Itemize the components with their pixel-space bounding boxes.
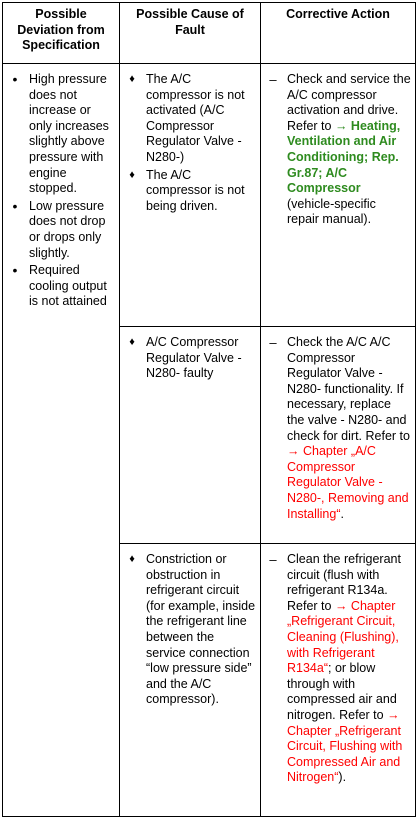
chapter-link-compressed-air[interactable]: → Chapter „Refrigerant Circuit, Flushing with Compressed Air and Nitrogen“: [287, 707, 403, 785]
table-row: [3, 64, 416, 327]
dash-marker: –: [269, 335, 277, 350]
bullet-dot-icon: •: [12, 197, 18, 214]
action-cell: [261, 544, 416, 817]
bullet-dot-icon: •: [12, 262, 18, 279]
deviation-cell: [3, 64, 120, 817]
list-item: – Check the A/C A/C Compressor Regulator Valve - N280- functionality. If necessary, replace the valve - N280- and check for dirt. Refer to → Chapter „A/C Compressor Regulator Valve - N280-, Removing and Installing“.: [261, 335, 411, 522]
deviation-list: [3, 72, 115, 310]
cause-cell: [120, 544, 261, 817]
cause-cell: [120, 64, 261, 327]
chapter-link-regulator-valve[interactable]: → Chapter „A/C Compressor Regulator Valve - N280-, Removing and Installing“: [287, 444, 409, 521]
list-item: – Check and service the A/C compressor activation and drive. Refer to → Heating, Ventilation and Air Conditioning; Rep. Gr.87; A/C Compressor (vehicle-specific repair manual).: [261, 72, 411, 228]
list-item: – Clean the refrigerant circuit (flush with refrigerant R134a. Refer to → Chapter „Refrigerant Circuit, Cleaning (Flushing), with Refrigerant R134a“; or blow through with compressed air and nitrogen. Refer to → Chapter „Refrigerant Circuit, Flushing with Compressed Air and Nitrogen“).: [261, 552, 411, 786]
cause-cell: [120, 327, 261, 544]
header-cause: Possible Cause of Fault: [120, 3, 261, 64]
diagnosis-table: [2, 2, 416, 817]
header-row: [3, 3, 416, 64]
list-item: ♦ The A/C compressor is not activated (A/C Compressor Regulator Valve - N280-): [120, 72, 256, 166]
list-item: ♦ The A/C compressor is not being driven.: [120, 168, 256, 215]
bullet-diamond-icon: ♦: [129, 336, 135, 348]
header-action: Corrective Action: [261, 3, 416, 64]
chapter-link-cleaning-flushing[interactable]: → Chapter „Refrigerant Circuit, Cleaning (Flushing), with Refrigerant R134a“: [287, 598, 399, 676]
header-deviation: Possible Deviation from Specification: [3, 3, 120, 64]
cause-list: [120, 552, 256, 708]
list-item: ♦ A/C Compressor Regulator Valve - N280- faulty: [120, 335, 256, 382]
list-item: ♦ Constriction or obstruction in refrigerant circuit (for example, inside the refrigerant line between the service connection “low pressure side” and the A/C compressor).: [120, 552, 256, 708]
dash-marker: –: [269, 72, 277, 87]
action-cell: [261, 327, 416, 544]
list-item: • Required cooling output is not attained: [3, 263, 115, 310]
repair-manual-link[interactable]: → Heating, Ventilation and Air Conditioning; Rep. Gr.87; A/C Compressor: [287, 118, 401, 196]
cause-list: [120, 335, 256, 382]
cause-list: [120, 72, 256, 214]
bullet-diamond-icon: ♦: [129, 553, 135, 565]
action-cell: [261, 64, 416, 327]
list-item: • Low pressure does not drop or drops only slightly.: [3, 199, 115, 261]
list-item: • High pressure does not increase or only increases slightly above pressure with engine stopped.: [3, 72, 115, 197]
bullet-diamond-icon: ♦: [129, 73, 135, 85]
bullet-diamond-icon: ♦: [129, 168, 135, 181]
bullet-dot-icon: •: [12, 71, 18, 87]
dash-marker: –: [269, 552, 277, 567]
